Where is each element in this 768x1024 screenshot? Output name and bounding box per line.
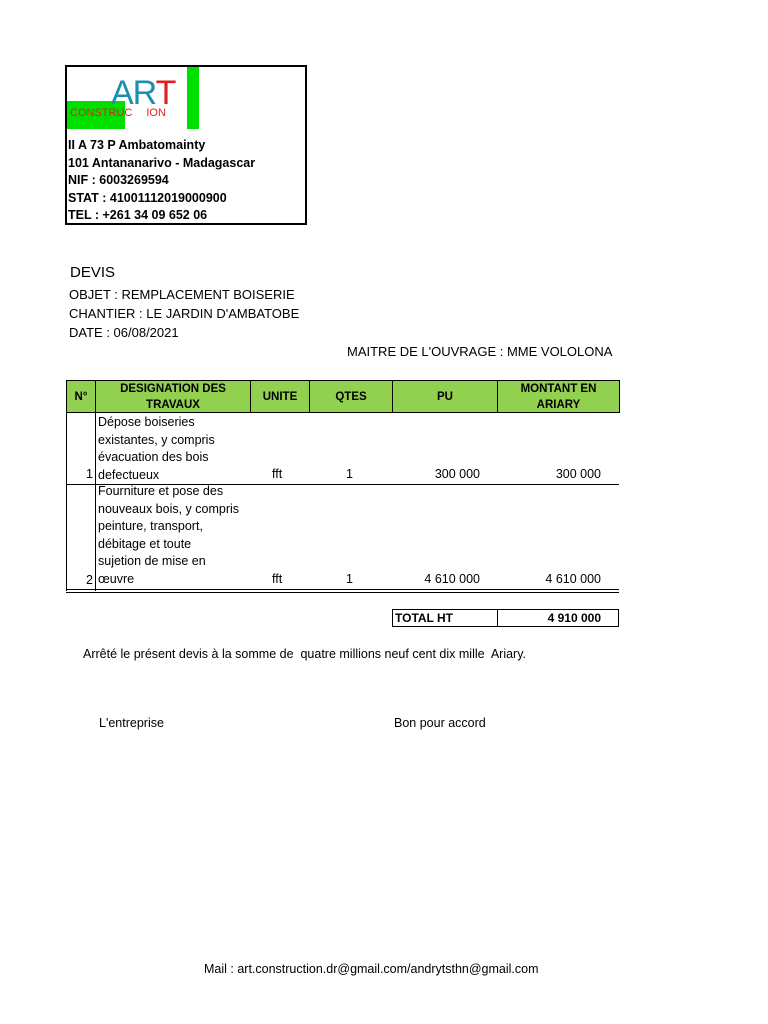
footer-mail: Mail : art.construction.dr@gmail.com/andrytsthn@gmail.com [204,962,539,976]
header-unite: UNITE [250,380,310,413]
document-chantier: CHANTIER : LE JARDIN D'AMBATOBE [69,306,300,321]
table-row-1-designation: Dépose boiseries existantes, y compris évacuation des bois defectueux [98,415,215,482]
document-date: DATE : 06/08/2021 [69,325,179,340]
table-border-left [66,413,67,591]
header-qtes: QTES [309,380,393,413]
company-header [65,65,307,225]
total-value: 4 910 000 [497,609,619,627]
table-row-1-no: 1 [86,467,93,481]
table-bottom-line [66,589,619,590]
table-row-2-qtes: 1 [346,572,353,586]
maitre-ouvrage: MAITRE DE L'OUVRAGE : MME VOLOLONA [347,344,613,359]
address-line: II A 73 P Ambatomainty [68,138,206,152]
nif-line: NIF : 6003269594 [68,173,169,187]
company-address [68,137,255,225]
table-row-1-montant: 300 000 [555,467,601,481]
header-pu: PU [392,380,498,413]
table-row-1-unite: fft [272,467,283,481]
company-logo [67,67,199,129]
table-row-2-designation: Fourniture et pose des nouveaux bois, y compris peinture, transport, débitage et toute sujetion de mise en œuvre [98,484,240,586]
tel-line: TEL : +261 34 09 652 06 [68,208,208,222]
table-row-2-montant: 4 610 000 [545,572,601,586]
logo-construction: CONSTRUC ION [70,107,166,119]
table-row-1-qtes: 1 [346,467,353,481]
header-montant: MONTANT EN ARIARY [497,380,620,413]
table-divider [95,413,96,591]
table-bottom-line [66,592,619,593]
total-label: TOTAL HT [392,609,498,627]
signature-bon-pour-accord: Bon pour accord [394,716,486,730]
document-objet: OBJET : REMPLACEMENT BOISERIE [69,287,295,302]
table-row-2-pu: 4 610 000 [424,572,480,586]
arrete-statement: Arrêté le présent devis à la somme de quatre millions neuf cent dix mille Ariary. [83,647,527,661]
table-row-2-no: 2 [86,573,93,587]
header-no: N° [66,380,96,413]
logo-art: ART [111,74,176,112]
signature-entreprise: L'entreprise [99,716,164,730]
stat-line: STAT : 41001112019000900 [68,190,227,205]
address-line: 101 Antananarivo - Madagascar [68,155,256,170]
table-row-1-pu: 300 000 [434,467,480,481]
table-row-2-unite: fft [272,572,283,586]
header-designation: DESIGNATION DES TRAVAUX [95,380,251,413]
document-type: DEVIS [70,264,116,281]
